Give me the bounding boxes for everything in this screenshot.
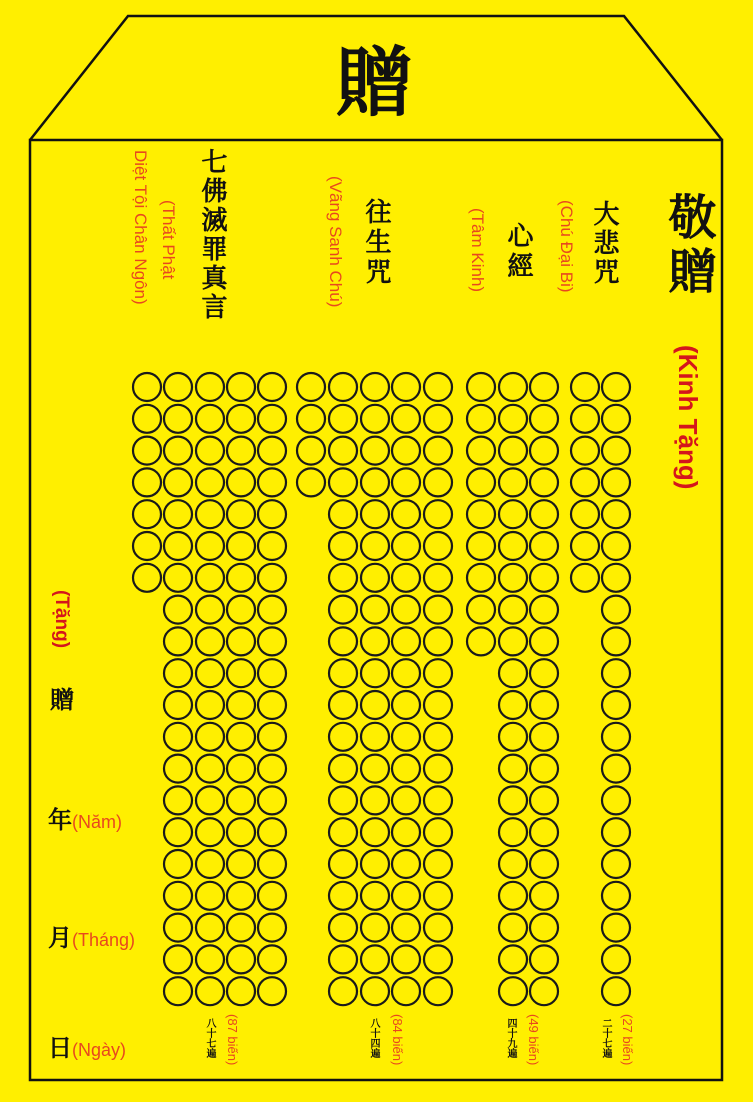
bead-mantra-3-4[interactable] [392, 373, 420, 401]
bead-mantra-3-14[interactable] [392, 437, 420, 465]
bead-mantra-4-16[interactable] [133, 468, 161, 496]
bead-mantra-4-34[interactable] [227, 564, 255, 592]
bead-mantra-2-21[interactable] [530, 564, 558, 592]
bead-mantra-2-11[interactable] [499, 468, 527, 496]
bead-mantra-4-13[interactable] [196, 437, 224, 465]
bead-mantra-4-79[interactable] [258, 914, 286, 942]
bead-mantra-3-57[interactable] [329, 786, 357, 814]
mantra-3-viet: (Vãng Sanh Chú) [326, 176, 345, 308]
bead-mantra-4-9[interactable] [227, 405, 255, 433]
bead-mantra-2-1[interactable] [467, 373, 495, 401]
bead-mantra-4-54[interactable] [227, 723, 255, 751]
bead-mantra-3-70[interactable] [361, 882, 389, 910]
mantra-4-viet-line2: Diệt Tội Chân Ngôn) [131, 150, 150, 305]
mantra-4-count-viet: (87 biến) [225, 1014, 240, 1066]
bead-mantra-3-79[interactable] [392, 945, 420, 973]
bead-mantra-4-63[interactable] [258, 786, 286, 814]
bead-mantra-1-15[interactable] [602, 596, 630, 624]
bead-mantra-2-33[interactable] [530, 723, 558, 751]
bead-mantra-3-78[interactable] [361, 945, 389, 973]
bead-mantra-2-27[interactable] [530, 627, 558, 655]
day-field [48, 1028, 126, 1063]
bead-mantra-3-76[interactable] [424, 914, 452, 942]
month-cjk: 月 [48, 924, 72, 952]
mantra-3-cjk: 往生咒 [361, 198, 391, 288]
bead-mantra-4-76[interactable] [164, 914, 192, 942]
bead-mantra-3-75[interactable] [392, 914, 420, 942]
bead-mantra-4-50[interactable] [227, 691, 255, 719]
bead-mantra-3-67[interactable] [392, 850, 420, 878]
bead-mantra-4-42[interactable] [227, 627, 255, 655]
bead-mantra-4-71[interactable] [258, 850, 286, 878]
bead-mantra-4-22[interactable] [164, 500, 192, 528]
month-field [48, 918, 135, 953]
bead-mantra-3-20[interactable] [424, 468, 452, 496]
bead-mantra-1-9[interactable] [571, 500, 599, 528]
bead-mantra-2-25[interactable] [467, 627, 495, 655]
bead-mantra-3-5[interactable] [424, 373, 452, 401]
bead-mantra-4-8[interactable] [196, 405, 224, 433]
bead-mantra-3-47[interactable] [392, 691, 420, 719]
bead-mantra-3-24[interactable] [424, 500, 452, 528]
bead-mantra-4-33[interactable] [196, 564, 224, 592]
bead-mantra-3-62[interactable] [361, 818, 389, 846]
bead-mantra-4-58[interactable] [227, 755, 255, 783]
bead-mantra-4-18[interactable] [196, 468, 224, 496]
bead-mantra-4-78[interactable] [227, 914, 255, 942]
bead-mantra-3-28[interactable] [424, 532, 452, 560]
bead-mantra-4-46[interactable] [227, 659, 255, 687]
bead-mantra-1-5[interactable] [571, 437, 599, 465]
bead-mantra-3-43[interactable] [392, 659, 420, 687]
bead-mantra-4-80[interactable] [164, 945, 192, 973]
bead-mantra-4-45[interactable] [196, 659, 224, 687]
bead-mantra-2-38[interactable] [499, 818, 527, 846]
bead-mantra-2-3[interactable] [530, 373, 558, 401]
bead-mantra-4-61[interactable] [196, 786, 224, 814]
bead-mantra-2-42[interactable] [499, 882, 527, 910]
bead-mantra-1-21[interactable] [602, 786, 630, 814]
bead-mantra-4-2[interactable] [164, 373, 192, 401]
bead-mantra-3-12[interactable] [329, 437, 357, 465]
mantra-2-viet: (Tâm Kinh) [468, 208, 487, 293]
bead-mantra-3-45[interactable] [329, 691, 357, 719]
bead-mantra-4-82[interactable] [227, 945, 255, 973]
bead-mantra-2-14[interactable] [499, 500, 527, 528]
bead-mantra-3-10[interactable] [424, 405, 452, 433]
bead-mantra-4-49[interactable] [196, 691, 224, 719]
day-cjk: 日 [48, 1034, 72, 1062]
bead-mantra-4-65[interactable] [196, 818, 224, 846]
bead-mantra-1-17[interactable] [602, 659, 630, 687]
bead-mantra-4-32[interactable] [164, 564, 192, 592]
bead-mantra-1-13[interactable] [571, 564, 599, 592]
bead-mantra-3-72[interactable] [424, 882, 452, 910]
giver-cjk: 贈 [50, 686, 74, 714]
bead-mantra-3-27[interactable] [392, 532, 420, 560]
bead-mantra-3-55[interactable] [392, 755, 420, 783]
bead-mantra-3-1[interactable] [297, 373, 325, 401]
bead-mantra-4-87[interactable] [258, 977, 286, 1005]
bead-mantra-4-48[interactable] [164, 691, 192, 719]
bead-mantra-4-74[interactable] [227, 882, 255, 910]
bead-mantra-4-28[interactable] [196, 532, 224, 560]
bead-mantra-3-18[interactable] [361, 468, 389, 496]
bead-mantra-3-2[interactable] [329, 373, 357, 401]
bead-mantra-4-67[interactable] [258, 818, 286, 846]
bead-mantra-3-73[interactable] [329, 914, 357, 942]
bead-mantra-4-86[interactable] [227, 977, 255, 1005]
respect-cjk: 敬贈 [660, 192, 716, 300]
bead-mantra-4-21[interactable] [133, 500, 161, 528]
bead-mantra-4-25[interactable] [258, 500, 286, 528]
bead-mantra-3-60[interactable] [424, 786, 452, 814]
mantra-4-viet-line1: (Thất Phật [159, 200, 178, 280]
bead-mantra-3-8[interactable] [361, 405, 389, 433]
bead-mantra-3-65[interactable] [329, 850, 357, 878]
mantra-3-count-cjk: 八十四遍 [368, 1018, 379, 1058]
bead-mantra-2-10[interactable] [467, 468, 495, 496]
day-viet: (Ngày) [72, 1040, 127, 1060]
bead-mantra-3-7[interactable] [329, 405, 357, 433]
mantra-2-cjk: 心經 [503, 222, 533, 282]
bead-mantra-3-66[interactable] [361, 850, 389, 878]
bead-mantra-3-34[interactable] [361, 596, 389, 624]
bead-mantra-2-13[interactable] [467, 500, 495, 528]
bead-mantra-4-84[interactable] [164, 977, 192, 1005]
bead-mantra-3-51[interactable] [392, 723, 420, 751]
year-cjk: 年 [48, 806, 72, 834]
bead-mantra-4-44[interactable] [164, 659, 192, 687]
bead-mantra-2-46[interactable] [499, 945, 527, 973]
bead-mantra-4-55[interactable] [258, 723, 286, 751]
bead-mantra-4-17[interactable] [164, 468, 192, 496]
bead-mantra-1-14[interactable] [602, 564, 630, 592]
bead-mantra-3-26[interactable] [361, 532, 389, 560]
bead-mantra-1-16[interactable] [602, 627, 630, 655]
bead-mantra-3-42[interactable] [361, 659, 389, 687]
bead-mantra-2-45[interactable] [530, 914, 558, 942]
bead-mantra-4-6[interactable] [133, 405, 161, 433]
bead-mantra-2-47[interactable] [530, 945, 558, 973]
mantra-2-count-viet: (49 biến) [526, 1014, 541, 1066]
bead-mantra-4-19[interactable] [227, 468, 255, 496]
bead-mantra-3-54[interactable] [361, 755, 389, 783]
bead-mantra-4-85[interactable] [196, 977, 224, 1005]
bead-mantra-3-33[interactable] [329, 596, 357, 624]
bead-mantra-4-56[interactable] [164, 755, 192, 783]
bead-mantra-4-53[interactable] [196, 723, 224, 751]
bead-mantra-3-53[interactable] [329, 755, 357, 783]
bead-mantra-4-38[interactable] [227, 596, 255, 624]
giver-viet: (Tặng) [51, 590, 72, 649]
bead-mantra-4-30[interactable] [258, 532, 286, 560]
bead-mantra-2-15[interactable] [530, 500, 558, 528]
bead-mantra-3-84[interactable] [424, 977, 452, 1005]
year-viet: (Năm) [72, 812, 122, 832]
bead-mantra-4-40[interactable] [164, 627, 192, 655]
bead-mantra-3-63[interactable] [392, 818, 420, 846]
bead-mantra-1-23[interactable] [602, 850, 630, 878]
bead-mantra-4-7[interactable] [164, 405, 192, 433]
bead-mantra-4-31[interactable] [133, 564, 161, 592]
bead-mantra-2-34[interactable] [499, 755, 527, 783]
bead-mantra-3-32[interactable] [424, 564, 452, 592]
bead-mantra-3-46[interactable] [361, 691, 389, 719]
bead-mantra-4-77[interactable] [196, 914, 224, 942]
bead-mantra-4-66[interactable] [227, 818, 255, 846]
bead-mantra-4-36[interactable] [164, 596, 192, 624]
bead-mantra-2-9[interactable] [530, 437, 558, 465]
respect-viet: (Kinh Tặng) [673, 345, 703, 490]
bead-mantra-3-25[interactable] [329, 532, 357, 560]
bead-mantra-3-9[interactable] [392, 405, 420, 433]
bead-mantra-2-17[interactable] [499, 532, 527, 560]
bead-mantra-3-49[interactable] [329, 723, 357, 751]
bead-mantra-1-12[interactable] [602, 532, 630, 560]
bead-mantra-4-14[interactable] [227, 437, 255, 465]
bead-mantra-2-32[interactable] [499, 723, 527, 751]
bead-mantra-4-20[interactable] [258, 468, 286, 496]
bead-mantra-3-11[interactable] [297, 437, 325, 465]
bead-mantra-2-24[interactable] [530, 596, 558, 624]
bead-mantra-4-81[interactable] [196, 945, 224, 973]
bead-mantra-4-12[interactable] [164, 437, 192, 465]
bead-mantra-1-20[interactable] [602, 755, 630, 783]
bead-mantra-4-69[interactable] [196, 850, 224, 878]
bead-mantra-2-22[interactable] [467, 596, 495, 624]
bead-mantra-2-41[interactable] [530, 850, 558, 878]
bead-mantra-4-3[interactable] [196, 373, 224, 401]
mantra-3-count-viet: (84 biến) [390, 1014, 405, 1066]
bead-mantra-3-68[interactable] [424, 850, 452, 878]
bead-mantra-4-41[interactable] [196, 627, 224, 655]
bead-mantra-2-4[interactable] [467, 405, 495, 433]
bead-mantra-3-52[interactable] [424, 723, 452, 751]
bead-mantra-1-4[interactable] [602, 405, 630, 433]
bead-mantra-3-30[interactable] [361, 564, 389, 592]
bead-mantra-4-62[interactable] [227, 786, 255, 814]
bead-mantra-3-44[interactable] [424, 659, 452, 687]
bead-mantra-2-19[interactable] [467, 564, 495, 592]
bead-mantra-4-51[interactable] [258, 691, 286, 719]
bead-mantra-2-36[interactable] [499, 786, 527, 814]
bead-mantra-4-60[interactable] [164, 786, 192, 814]
bead-mantra-4-4[interactable] [227, 373, 255, 401]
bead-mantra-3-31[interactable] [392, 564, 420, 592]
bead-mantra-2-31[interactable] [530, 691, 558, 719]
mantra-1-cjk: 大悲咒 [589, 200, 619, 287]
bead-mantra-3-83[interactable] [392, 977, 420, 1005]
bead-mantra-3-13[interactable] [361, 437, 389, 465]
mantra-4-cjk: 七佛滅罪真言 [197, 148, 227, 322]
bead-mantra-3-21[interactable] [329, 500, 357, 528]
bead-mantra-4-29[interactable] [227, 532, 255, 560]
bead-mantra-1-11[interactable] [571, 532, 599, 560]
mantra-2-count-cjk: 四十九遍 [505, 1018, 516, 1058]
bead-mantra-3-3[interactable] [361, 373, 389, 401]
bead-mantra-4-52[interactable] [164, 723, 192, 751]
bead-mantra-3-71[interactable] [392, 882, 420, 910]
bead-mantra-2-2[interactable] [499, 373, 527, 401]
bead-mantra-2-43[interactable] [530, 882, 558, 910]
year-field [48, 800, 122, 835]
bead-mantra-4-72[interactable] [164, 882, 192, 910]
envelope-title: 贈 [336, 38, 412, 127]
bead-mantra-4-43[interactable] [258, 627, 286, 655]
bead-mantra-4-26[interactable] [133, 532, 161, 560]
bead-mantra-3-38[interactable] [361, 627, 389, 655]
bead-mantra-4-5[interactable] [258, 373, 286, 401]
bead-mantra-3-29[interactable] [329, 564, 357, 592]
bead-mantra-4-75[interactable] [258, 882, 286, 910]
bead-mantra-2-35[interactable] [530, 755, 558, 783]
bead-mantra-1-22[interactable] [602, 818, 630, 846]
bead-mantra-3-48[interactable] [424, 691, 452, 719]
bead-mantra-1-3[interactable] [571, 405, 599, 433]
bead-mantra-4-83[interactable] [258, 945, 286, 973]
bead-mantra-1-2[interactable] [602, 373, 630, 401]
bead-mantra-1-25[interactable] [602, 914, 630, 942]
bead-mantra-3-6[interactable] [297, 405, 325, 433]
bead-mantra-2-48[interactable] [499, 977, 527, 1005]
bead-mantra-3-58[interactable] [361, 786, 389, 814]
bead-mantra-4-24[interactable] [227, 500, 255, 528]
bead-mantra-1-19[interactable] [602, 723, 630, 751]
bead-mantra-2-29[interactable] [530, 659, 558, 687]
bead-mantra-4-59[interactable] [258, 755, 286, 783]
bead-mantra-2-18[interactable] [530, 532, 558, 560]
bead-mantra-3-37[interactable] [329, 627, 357, 655]
bead-mantra-3-15[interactable] [424, 437, 452, 465]
bead-mantra-1-27[interactable] [602, 977, 630, 1005]
bead-mantra-3-77[interactable] [329, 945, 357, 973]
bead-mantra-3-22[interactable] [361, 500, 389, 528]
mantra-1-viet: (Chú Đại Bi) [557, 200, 576, 293]
bead-mantra-3-50[interactable] [361, 723, 389, 751]
bead-mantra-4-47[interactable] [258, 659, 286, 687]
bead-mantra-2-5[interactable] [499, 405, 527, 433]
bead-mantra-4-73[interactable] [196, 882, 224, 910]
bead-mantra-2-44[interactable] [499, 914, 527, 942]
bead-mantra-1-10[interactable] [602, 500, 630, 528]
bead-mantra-3-59[interactable] [392, 786, 420, 814]
bead-mantra-1-7[interactable] [571, 468, 599, 496]
bead-mantra-3-16[interactable] [297, 468, 325, 496]
bead-mantra-2-39[interactable] [530, 818, 558, 846]
month-viet: (Tháng) [72, 930, 136, 950]
bead-mantra-4-11[interactable] [133, 437, 161, 465]
bead-mantra-2-23[interactable] [499, 596, 527, 624]
bead-mantra-1-1[interactable] [571, 373, 599, 401]
bead-mantra-3-82[interactable] [361, 977, 389, 1005]
bead-mantra-3-61[interactable] [329, 818, 357, 846]
bead-mantra-2-12[interactable] [530, 468, 558, 496]
mantra-4-count-cjk: 八十七遍 [204, 1018, 215, 1058]
bead-mantra-4-35[interactable] [258, 564, 286, 592]
bead-mantra-2-7[interactable] [467, 437, 495, 465]
bead-mantra-4-27[interactable] [164, 532, 192, 560]
bead-mantra-3-40[interactable] [424, 627, 452, 655]
bead-mantra-3-39[interactable] [392, 627, 420, 655]
bead-mantra-4-70[interactable] [227, 850, 255, 878]
bead-mantra-2-6[interactable] [530, 405, 558, 433]
bead-mantra-2-37[interactable] [530, 786, 558, 814]
bead-mantra-4-1[interactable] [133, 373, 161, 401]
bead-mantra-2-30[interactable] [499, 691, 527, 719]
bead-mantra-4-10[interactable] [258, 405, 286, 433]
bead-mantra-3-81[interactable] [329, 977, 357, 1005]
bead-mantra-2-20[interactable] [499, 564, 527, 592]
bead-mantra-2-49[interactable] [530, 977, 558, 1005]
bead-mantra-4-23[interactable] [196, 500, 224, 528]
bead-mantra-2-8[interactable] [499, 437, 527, 465]
bead-mantra-1-18[interactable] [602, 691, 630, 719]
bead-mantra-3-36[interactable] [424, 596, 452, 624]
bead-mantra-3-80[interactable] [424, 945, 452, 973]
bead-grid [133, 373, 630, 1005]
bead-mantra-3-41[interactable] [329, 659, 357, 687]
bead-mantra-1-8[interactable] [602, 468, 630, 496]
bead-mantra-3-23[interactable] [392, 500, 420, 528]
mantra-1-count-viet: (27 biến) [620, 1014, 635, 1066]
bead-mantra-3-69[interactable] [329, 882, 357, 910]
bead-mantra-3-64[interactable] [424, 818, 452, 846]
bead-mantra-3-74[interactable] [361, 914, 389, 942]
bead-mantra-2-16[interactable] [467, 532, 495, 560]
bead-mantra-3-17[interactable] [329, 468, 357, 496]
bead-mantra-4-39[interactable] [258, 596, 286, 624]
bead-mantra-3-56[interactable] [424, 755, 452, 783]
bead-mantra-1-24[interactable] [602, 882, 630, 910]
bead-mantra-3-35[interactable] [392, 596, 420, 624]
bead-mantra-3-19[interactable] [392, 468, 420, 496]
bead-mantra-4-37[interactable] [196, 596, 224, 624]
bead-mantra-1-6[interactable] [602, 437, 630, 465]
mantra-1-count-cjk: 二十七遍 [600, 1018, 611, 1058]
bead-mantra-1-26[interactable] [602, 945, 630, 973]
bead-mantra-4-57[interactable] [196, 755, 224, 783]
bead-mantra-2-40[interactable] [499, 850, 527, 878]
bead-mantra-2-28[interactable] [499, 659, 527, 687]
bead-mantra-4-64[interactable] [164, 818, 192, 846]
bead-mantra-4-68[interactable] [164, 850, 192, 878]
bead-mantra-2-26[interactable] [499, 627, 527, 655]
bead-mantra-4-15[interactable] [258, 437, 286, 465]
